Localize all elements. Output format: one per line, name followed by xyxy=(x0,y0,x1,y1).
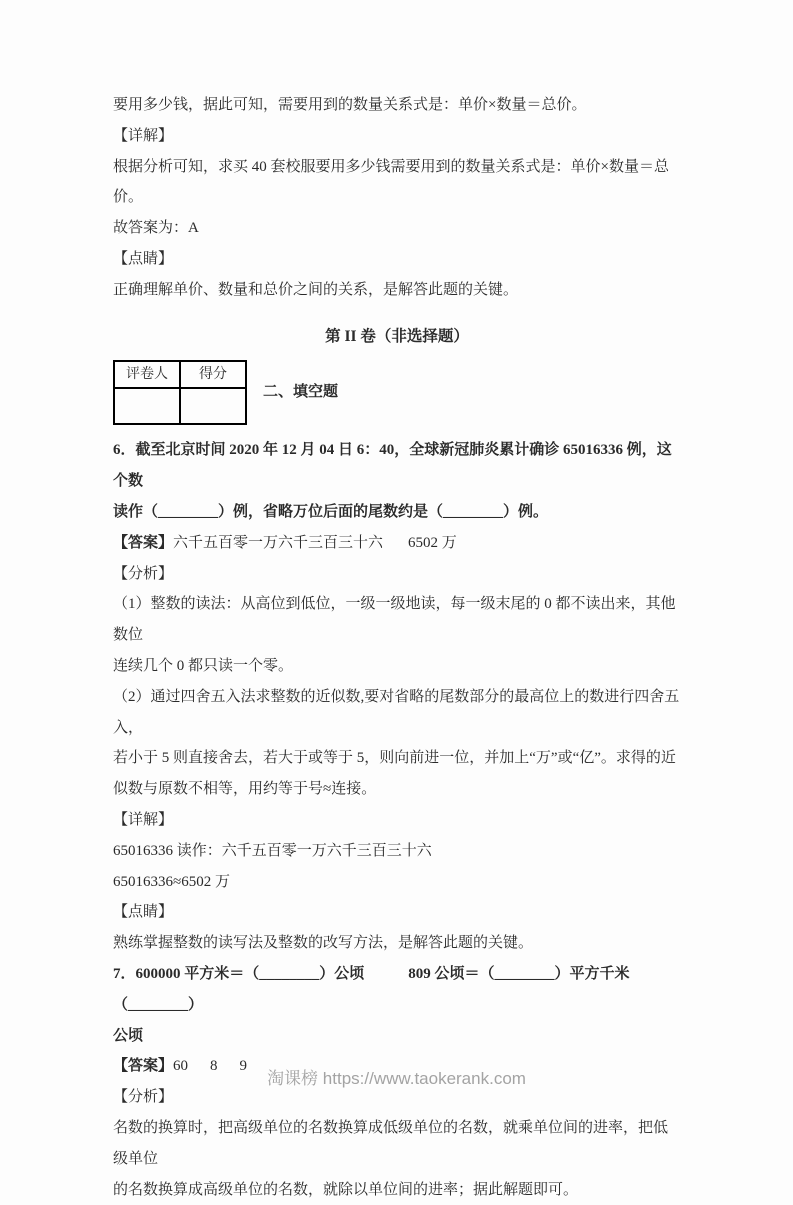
question6-answer-line xyxy=(113,528,681,559)
question6-answer-main: 六千五百零一万六千三百三十六 xyxy=(173,535,383,551)
prev-answer-intro: 要用多少钱，据此可知，需要用到的数量关系式是：单价×数量＝总价。 xyxy=(113,90,681,121)
score-value-cell xyxy=(180,388,246,424)
question6-text-line1: 6．截至北京时间 2020 年 12 月 04 日 6：40，全球新冠肺炎累计确诊 65016336 例，这个数 xyxy=(113,435,681,497)
footer-site-name: 淘课榜 xyxy=(267,1069,318,1088)
detail-label: 【详解】 xyxy=(113,121,681,152)
detail-label: 【详解】 xyxy=(113,805,681,836)
question6-tip: 熟练掌握整数的读写法及整数的改写方法，是解答此题的关键。 xyxy=(113,928,681,959)
grading-table xyxy=(113,360,247,425)
question6-analysis-line4: 若小于 5 则直接舍去，若大于或等于 5，则向前进一位，并加上“万”或“亿”。求得的近 xyxy=(113,743,681,774)
question6-text-line2: 读作（________）例，省略万位后面的尾数约是（________）例。 xyxy=(113,497,681,528)
tip-label: 【点睛】 xyxy=(113,244,681,275)
question7-analysis-line1: 名数的换算时，把高级单位的名数换算成低级单位的名数，就乘单位间的进率，把低级单位 xyxy=(113,1113,681,1175)
question7-analysis-line2: 的名数换算成高级单位的名数，就除以单位间的进率；据此解题即可。 xyxy=(113,1175,681,1205)
grading-table-value-row xyxy=(114,388,246,424)
question6-detail-line1: 65016336 读作：六千五百零一万六千三百三十六 xyxy=(113,836,681,867)
question7-text-part1: 7．600000 平方米＝（________）公顷 xyxy=(113,966,364,982)
question7-text-line1 xyxy=(113,959,681,1021)
footer-url: https://www.taokerank.com xyxy=(323,1069,526,1088)
grader-header-cell: 评卷人 xyxy=(114,361,180,388)
question7-text-line2: 公顷 xyxy=(113,1021,681,1052)
prev-answer-tip: 正确理解单价、数量和总价之间的关系，是解答此题的关键。 xyxy=(113,275,681,306)
grader-value-cell xyxy=(114,388,180,424)
prev-answer-detail: 根据分析可知，求买 40 套校服要用多少钱需要用到的数量关系式是：单价×数量＝总价。 xyxy=(113,152,681,214)
question6-answer-alt: 6502 万 xyxy=(408,535,457,551)
answer-label: 【答案】 xyxy=(113,1058,173,1074)
question6-analysis-line3: （2）通过四舍五入法求整数的近似数,要对省略的尾数部分的最高位上的数进行四舍五入， xyxy=(113,682,681,744)
question7-text-part2: 809 公顷＝（________）平方千米（________） xyxy=(113,966,630,1013)
score-header-cell: 得分 xyxy=(180,361,246,388)
question6-analysis-line1: （1）整数的读法：从高位到低位，一级一级地读，每一级末尾的 0 都不读出来，其他数位 xyxy=(113,589,681,651)
subsection-title: 二、填空题 xyxy=(263,377,338,408)
question7-answer-2: 8 xyxy=(210,1058,218,1074)
question6-detail-line2: 65016336≈6502 万 xyxy=(113,867,681,898)
footer-watermark xyxy=(0,1064,793,1089)
section-title: 第 II 卷（非选择题） xyxy=(113,306,681,355)
question7-answer-3: 9 xyxy=(240,1058,248,1074)
grading-table-header-row xyxy=(114,361,246,388)
tip-label: 【点睛】 xyxy=(113,897,681,928)
question6-analysis-line2: 连续几个 0 都只读一个零。 xyxy=(113,651,681,682)
question6-analysis-line5: 似数与原数不相等，用约等于号≈连接。 xyxy=(113,774,681,805)
analysis-label: 【分析】 xyxy=(113,559,681,590)
prev-answer-conclusion: 故答案为：A xyxy=(113,213,681,244)
grader-row xyxy=(113,360,681,425)
answer-label: 【答案】 xyxy=(113,535,173,551)
question7-answer-1: 60 xyxy=(173,1058,188,1074)
analysis-label: 【分析】 xyxy=(113,1082,681,1113)
